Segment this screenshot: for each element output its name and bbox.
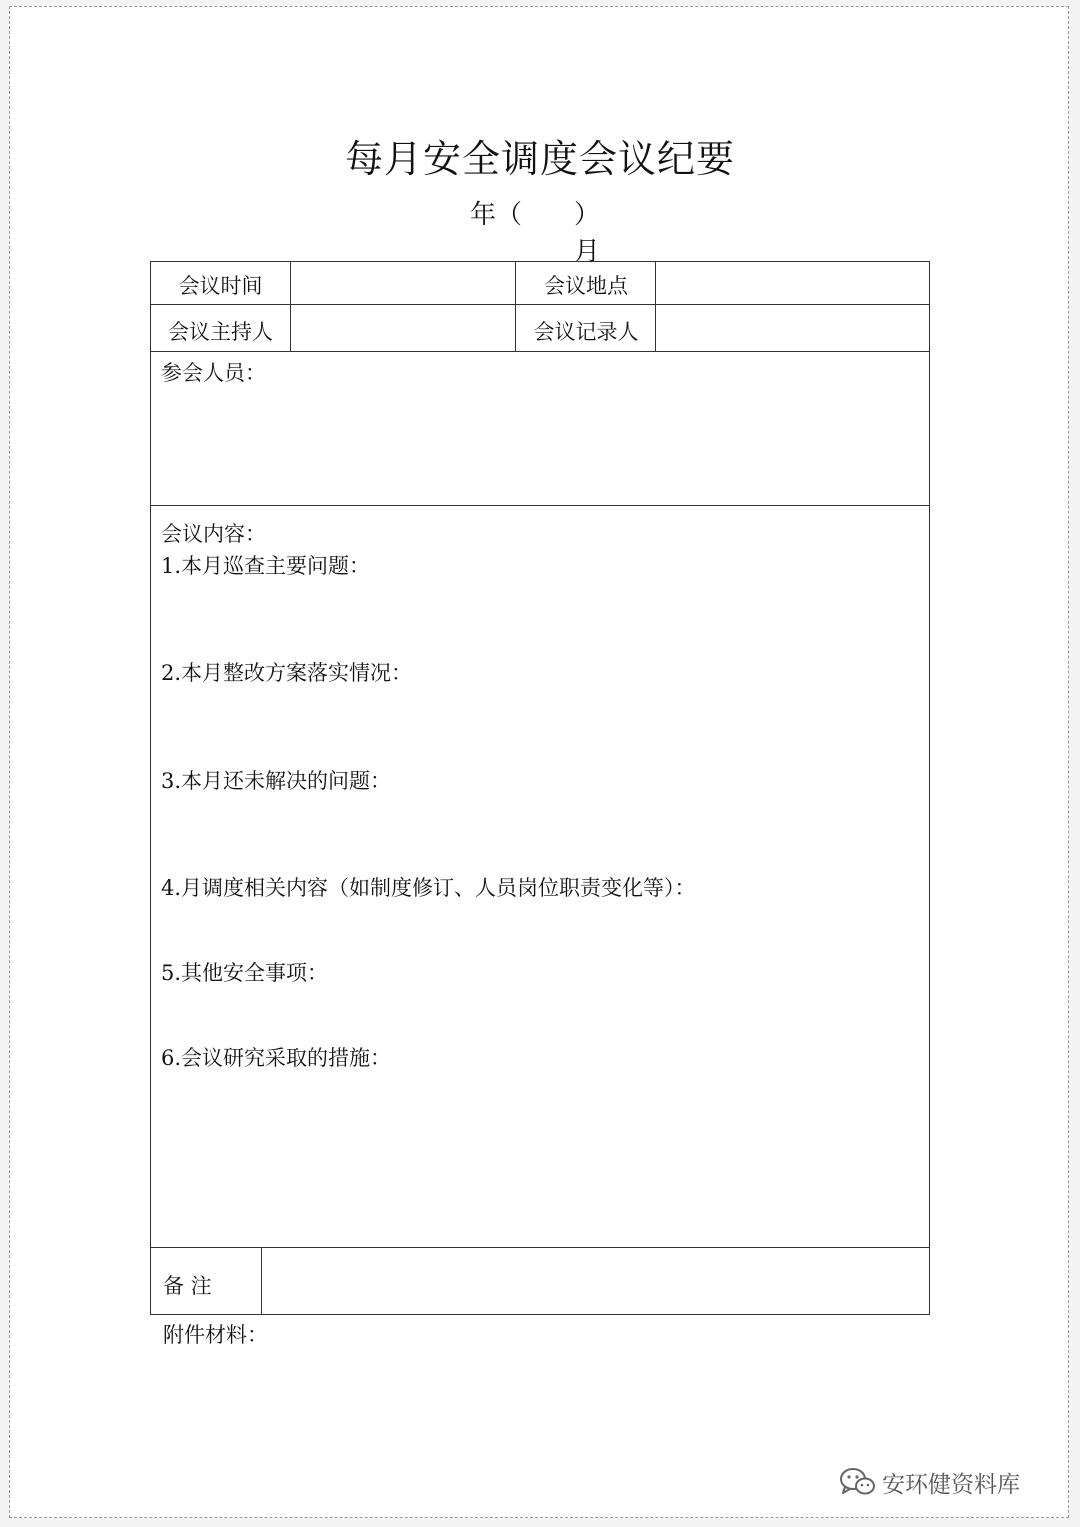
col-divider [515,262,516,351]
wechat-icon [838,1466,876,1498]
meeting-minutes-form [150,261,930,1315]
recorder-label: 会议记录人 [533,320,639,344]
row-divider [151,351,929,352]
page-title: 每月安全调度会议纪要 [344,137,735,181]
host-field[interactable] [292,306,514,351]
host-label: 会议主持人 [168,320,273,344]
subtitle-month: ）月 [574,200,601,267]
content-item-1: 1.本月巡查主要问题： [161,554,371,578]
content-item-2: 2.本月整改方案落实情况： [161,661,413,685]
meeting-time-label: 会议时间 [178,274,263,298]
attachments-label: 附件材料： [163,1323,268,1347]
row-divider [151,1247,929,1248]
row-divider [151,505,929,506]
remarks-label: 备 注 [163,1274,212,1298]
meeting-location-label: 会议地点 [544,274,628,298]
col-divider [290,262,291,351]
content-item-5: 5.其他安全事项： [161,961,329,985]
meeting-time-field[interactable] [292,262,514,304]
content-field[interactable] [151,1077,929,1247]
recorder-field[interactable] [657,306,929,351]
attendees-label: 参会人员： [161,361,266,385]
attendees-field[interactable] [151,387,929,505]
col-divider [261,1247,262,1314]
content-label: 会议内容： [161,522,266,546]
content-item-6: 6.会议研究采取的措施： [161,1046,392,1070]
watermark-text: 安环健资料库 [882,1471,1020,1498]
meeting-location-field[interactable] [657,262,929,304]
content-item-4: 4.月调度相关内容（如制度修订、人员岗位职责变化等）： [161,876,696,900]
row-divider [151,304,929,305]
content-item-3: 3.本月还未解决的问题： [161,769,392,793]
watermark [838,1462,1020,1502]
subtitle-year: 年（ [470,200,523,230]
remarks-field[interactable] [263,1249,929,1314]
subtitle-year-month [470,194,610,267]
col-divider [655,262,656,351]
